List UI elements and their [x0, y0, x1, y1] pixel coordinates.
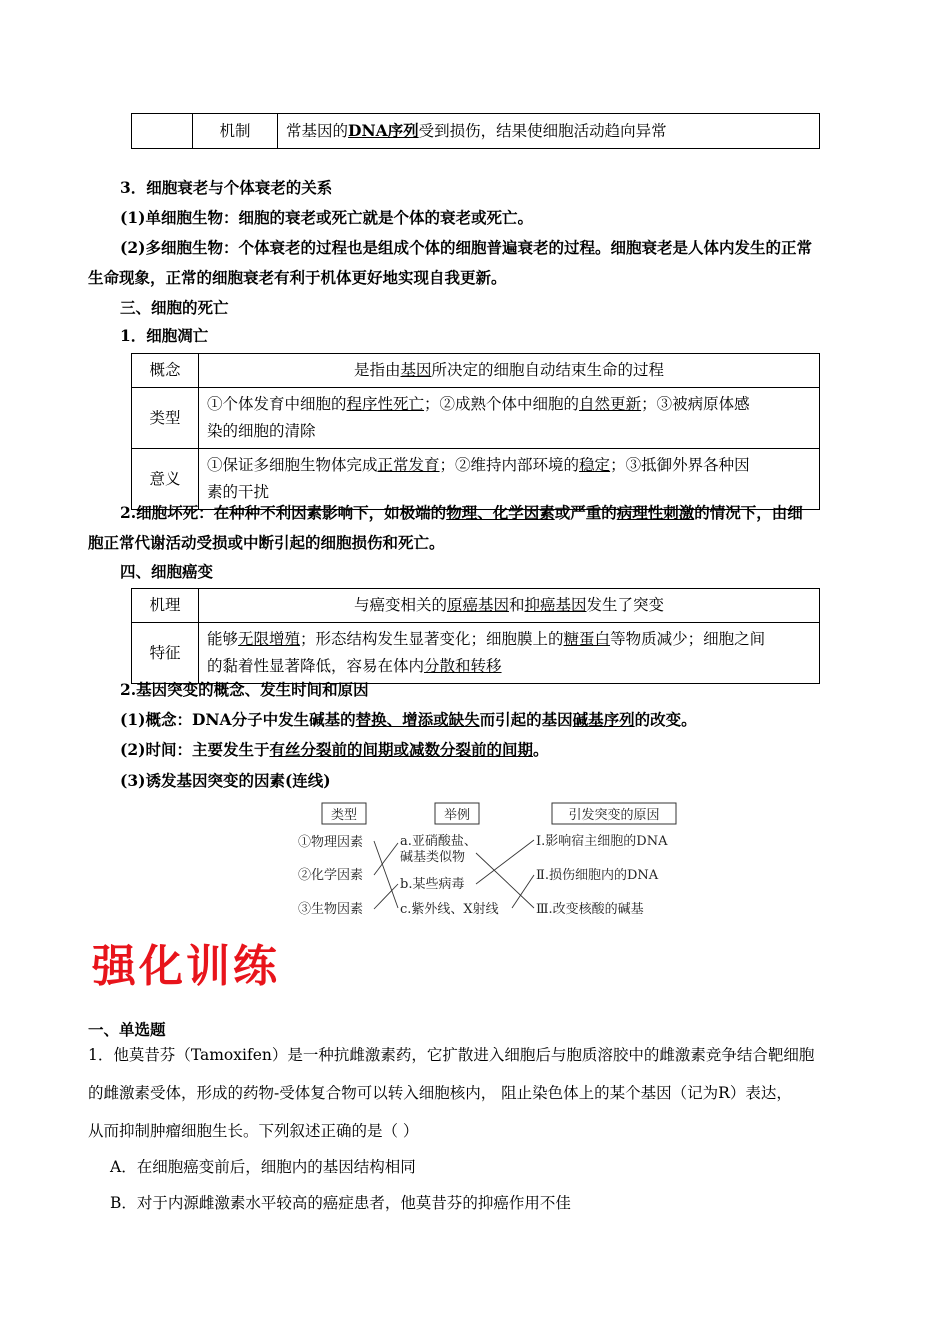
mechanism-table [131, 113, 820, 149]
row-label: 机理 [132, 589, 199, 623]
option-a[interactable]: A．在细胞癌变前后，细胞内的基因结构相同 [110, 1158, 416, 1176]
row-label: 特征 [132, 623, 199, 684]
section-title: 3．细胞衰老与个体衰老的关系 [120, 178, 333, 197]
section-heading: 一、单选题 [88, 1020, 166, 1039]
row-label: 意义 [132, 449, 199, 510]
type-item: ①物理因素 [298, 835, 364, 850]
mechanism-text: 常基因的DNA序列受到损伤，结果使细胞活动趋向异常 [278, 114, 820, 149]
type-item: ②化学因素 [298, 868, 364, 883]
apoptosis-table [131, 353, 820, 510]
row-label: 类型 [132, 388, 199, 449]
example-item: b.某些病毒 [400, 877, 465, 892]
paragraph: (1)单细胞生物：细胞的衰老或死亡就是个体的衰老或死亡。 [120, 208, 533, 227]
cause-item: Ⅲ.改变核酸的碱基 [536, 902, 644, 917]
question-text: 从而抑制肿瘤细胞生长。下列叙述正确的是（ ） [88, 1122, 419, 1140]
matching-diagram [290, 798, 710, 923]
link-line [374, 841, 398, 908]
paragraph: 胞正常代谢活动受损或中断引起的细胞损伤和死亡。 [88, 533, 445, 552]
row-content: ①个体发育中细胞的程序性死亡；②成熟个体中细胞的自然更新；③被病原体感 染的细胞的清除 [199, 388, 820, 449]
type-item: ③生物因素 [298, 902, 364, 917]
empty-cell [132, 114, 193, 149]
row-content: ①保证多细胞生物体完成正常发育；②维持内部环境的稳定；③抵御外界各种因 素的干扰 [199, 449, 820, 510]
link-line [374, 884, 398, 909]
paragraph: 2.细胞坏死：在种种不利因素影响下，如极端的物理、化学因素或严重的病理性刺激的情况下，由细 [120, 503, 803, 522]
paragraph: (1)概念：DNA分子中发生碱基的替换、增添或缺失而引起的基因碱基序列的改变。 [120, 710, 697, 729]
question-text: 1．他莫昔芬（Tamoxifen）是一种抗雌激素药，它扩散进入细胞后与胞质溶胶中的雌激素竞争结合靶细胞 [88, 1046, 815, 1064]
cause-item: Ⅰ.影响宿主细胞的DNA [536, 834, 668, 849]
paragraph: 生命现象，正常的细胞衰老有利于机体更好地实现自我更新。 [88, 268, 507, 287]
question-text: 的雌激素受体，形成的药物-受体复合物可以转入细胞核内， 阻止染色体上的某个基因（记为R）表达， [88, 1084, 792, 1102]
example-item: a.亚硝酸盐、 [400, 834, 477, 849]
training-banner: 强化训练 [92, 941, 280, 992]
section-heading: 四、细胞癌变 [120, 562, 214, 581]
paragraph: (2)时间：主要发生于有丝分裂前的间期或减数分裂前的间期。 [120, 740, 549, 759]
example-item: c.紫外线、X射线 [400, 902, 499, 917]
header-example: 举例 [443, 808, 471, 823]
header-type: 类型 [330, 808, 358, 823]
row-content: 能够无限增殖；形态结构发生显著变化；细胞膜上的糖蛋白等物质减少；细胞之间 的黏着性显著降低，容易在体内分散和转移 [199, 623, 820, 684]
cause-item: Ⅱ.损伤细胞内的DNA [536, 868, 659, 883]
row-label: 概念 [132, 354, 199, 388]
paragraph: (2)多细胞生物：个体衰老的过程也是组成个体的细胞普遍衰老的过程。细胞衰老是人体内发生的正常 [120, 238, 812, 257]
cancer-table [131, 588, 820, 684]
link-line [512, 875, 534, 908]
link-line [476, 853, 534, 908]
option-b[interactable]: B．对于内源雌激素水平较高的癌症患者，他莫昔芬的抑癌作用不佳 [110, 1194, 571, 1212]
paragraph: (3)诱发基因突变的因素(连线) [120, 771, 331, 790]
example-item: 碱基类似物 [400, 850, 466, 865]
link-line [374, 843, 398, 875]
link-line [476, 840, 534, 884]
header-cause: 引发突变的原因 [568, 808, 660, 823]
mechanism-label: 机制 [193, 114, 278, 149]
subsection-title: 2.基因突变的概念、发生时间和原因 [120, 680, 369, 699]
row-content: 是指由基因所决定的细胞自动结束生命的过程 [199, 354, 820, 388]
section-heading: 三、细胞的死亡 [120, 298, 229, 317]
subsection-title: 1．细胞凋亡 [120, 326, 209, 345]
row-content: 与癌变相关的原癌基因和抑癌基因发生了突变 [199, 589, 820, 623]
